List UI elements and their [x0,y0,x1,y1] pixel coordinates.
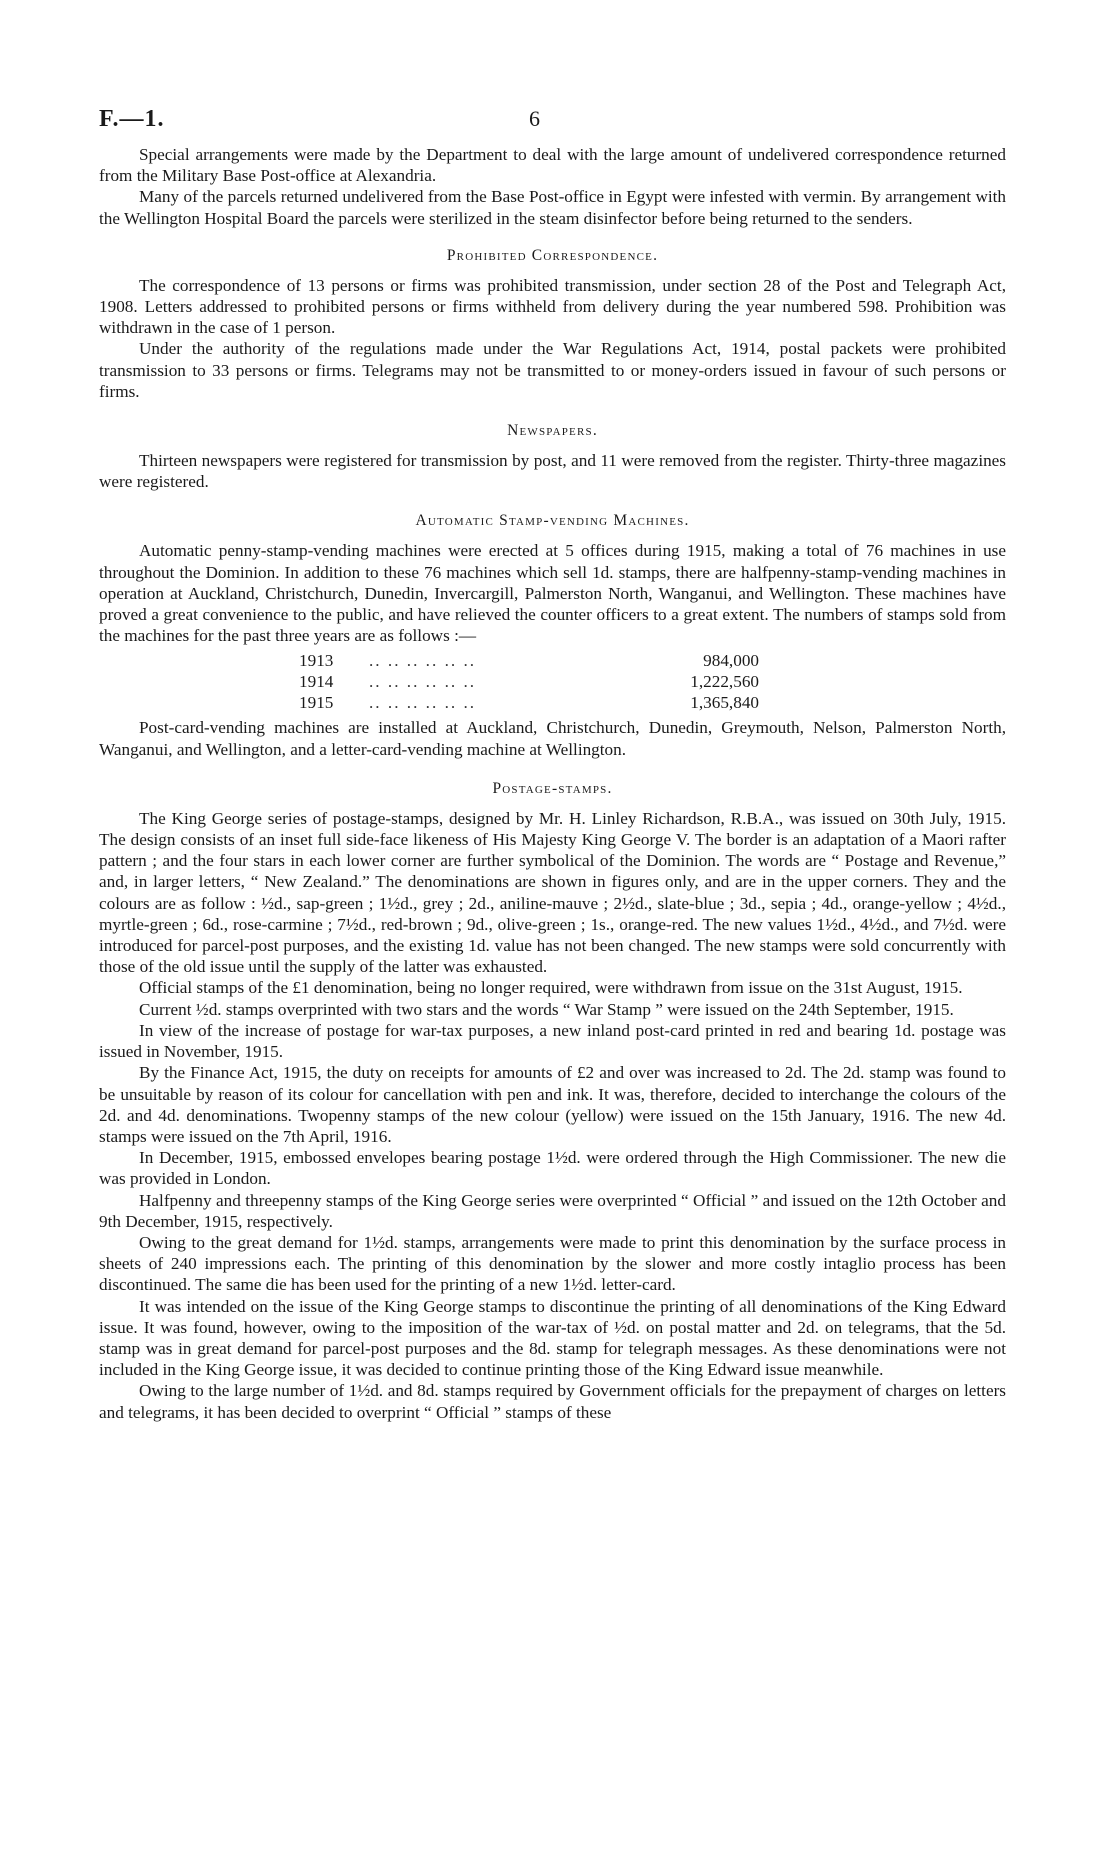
sales-count: 984,000 [703,651,759,671]
paragraph: Automatic penny-stamp-vending machines were erected at 5 offices during 1915, making a total of 76 machines in use throughout the Dominion. In addition to these 76 machines which sell 1d. stamps, there are halfpenny-stamp-vending machines in operation at Auckland, Christchurch, Dunedin, Invercargill, Palmerston North, Wanganui, and Wellington. These machines have proved a great convenience to the public, and have relieved the counter officers to a great extent. The numbers of stamps sold from the machines for the past three years are as follows :— [99,541,1006,646]
leader-dots: .. .. .. .. .. .. [369,651,477,671]
paragraph: By the Finance Act, 1915, the duty on receipts for amounts of £2 and over was increased to 2d. The 2d. stamp was found to be unsuitable by reason of its colour for cancellation with pen and ink. It was, therefore, decided to interchange the colours of the 2d. and 4d. denominations. Twopenny stamps of the new colour (yellow) were issued on the 15th January, 1916. The new 4d. stamps were issued on the 7th April, 1916. [99,1063,1006,1146]
paragraph: It was intended on the issue of the King George stamps to discontinue the printing of all denominations of the King Edward issue. It was found, however, owing to the imposition of the war-tax of ½d. on postal matter and 2d. on telegrams, that the 5d. stamp was in great demand for parcel-post purposes and the 8d. stamp for telegraph messages. As these denominations were not included in the King George issue, it was decided to continue printing those of the King Edward issue meanwhile. [99,1296,1006,1380]
table-row [299,671,759,692]
paragraph: Special arrangements were made by the Department to deal with the large amount of undelivered correspondence returned from the Military Base Post-office at Alexandria. [99,145,1006,186]
section-heading-prohibited: Prohibited Correspondence. [446,246,659,264]
document-reference: F.—1. [99,106,165,132]
paragraph: Post-card-vending machines are installed at Auckland, Christchurch, Dunedin, Greymouth, Nelson, Palmerston North, Wanganui, and Wellington, and a letter-card-vending machine at Wellington. [99,718,1006,759]
section-heading-postage-stamps: Postage-stamps. [492,779,613,797]
table-row [299,650,759,671]
section-heading-vending: Automatic Stamp-vending Machines. [415,512,690,530]
paragraph: In December, 1915, embossed envelopes bearing postage 1½d. were ordered through the High Commissioner. The new die was provided in London. [99,1148,1006,1189]
leader-dots: .. .. .. .. .. .. [369,693,477,713]
paragraph: Owing to the large number of 1½d. and 8d. stamps required by Government officials for the prepayment of charges on letters and telegrams, it has been decided to overprint “ Official ” stamps of these [99,1381,1006,1422]
sales-year: 1915 [299,693,334,713]
document-page [99,106,1006,1423]
paragraph: The correspondence of 13 persons or firms was prohibited transmission, under section 28 of the Post and Telegraph Act, 1908. Letters addressed to prohibited persons or firms withheld from delivery during the year numbered 598. Prohibition was withdrawn in the case of 1 person. [99,275,1006,338]
sales-count: 1,222,560 [690,672,759,692]
stamp-sales-table [299,650,759,713]
sales-year: 1914 [299,672,334,692]
section-heading-newspapers: Newspapers. [507,422,598,440]
paragraph: Many of the parcels returned undelivered from the Base Post-office in Egypt were infested with vermin. By arrangement with the Wellington Hospital Board the parcels were sterilized in the steam disinfector before being returned to the senders. [99,187,1006,228]
leader-dots: .. .. .. .. .. .. [369,672,477,692]
sales-year: 1913 [299,651,334,671]
paragraph: Halfpenny and threepenny stamps of the King George series were overprinted “ Official ” and issued on the 12th October and 9th December, 1915, respectively. [99,1190,1006,1231]
paragraph: Official stamps of the £1 denomination, being no longer required, were withdrawn from issue on the 31st August, 1915. [139,978,963,998]
paragraph: The King George series of postage-stamps, designed by Mr. H. Linley Richardson, R.B.A., was issued on 30th July, 1915. The design consists of an inset full side-face likeness of His Majesty King George V. The border is an adaptation of a Maori rafter pattern ; and the four stars in each lower corner are further symbolical of the Dominion. The words are “ Postage and Revenue,” and, in larger letters, “ New Zealand.” The denominations are shown in figures only, and are in the upper corners. They and the colours are as follow : ½d., sap-green ; 1½d., grey ; 2d., aniline-mauve ; 2½d., slate-blue ; 3d., sepia ; 4d., orange-yellow ; 4½d., myrtle-green ; 6d., rose-carmine ; 7½d., red-brown ; 9d., olive-green ; 1s., orange-red. The new values 1½d., 4½d., and 7½d. were introduced for parcel-post purposes, and the existing 1d. value has not been changed. The new stamps were sold concurrently with those of the old issue until the supply of the latter was exhausted. [99,808,1006,977]
paragraph: In view of the increase of postage for war-tax purposes, a new inland post-card printed in red and bearing 1d. postage was issued in November, 1915. [99,1020,1006,1062]
paragraph: Thirteen newspapers were registered for transmission by post, and 11 were removed from the register. Thirty-three magazines were registered. [99,451,1006,492]
table-row [299,692,759,713]
paragraph: Owing to the great demand for 1½d. stamps, arrangements were made to print this denomination by the surface process in sheets of 240 impressions each. The printing of this denomination by the slower and more costly intaglio process has been discontinued. The same die has been used for the printing of a new 1½d. letter-card. [99,1232,1006,1295]
page-number: 6 [529,106,540,131]
paragraph: Under the authority of the regulations made under the War Regulations Act, 1914, postal packets were prohibited transmission to 33 persons or firms. Telegrams may not be transmitted to or money-orders issued in favour of such persons or firms. [99,339,1006,401]
sales-count: 1,365,840 [690,693,759,713]
paragraph: Current ½d. stamps overprinted with two stars and the words “ War Stamp ” were issued on the 24th September, 1915. [139,999,954,1019]
page-header [99,106,1006,144]
